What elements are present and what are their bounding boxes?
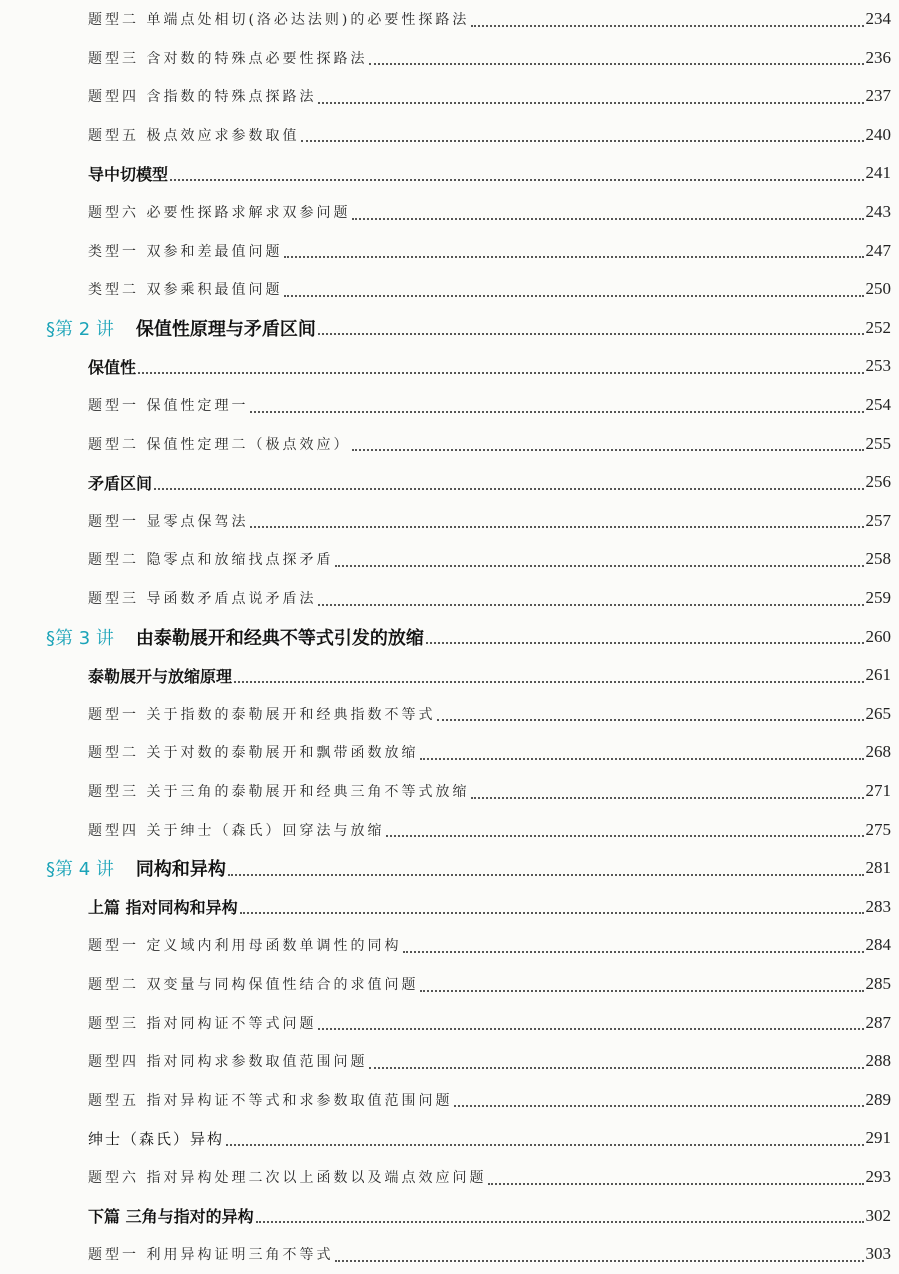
page-number: 271 <box>865 781 891 800</box>
page-number: 241 <box>865 163 891 183</box>
page-number: 283 <box>865 896 891 916</box>
toc-entry-title: 类型二 双参乘积最值问题 <box>88 282 283 299</box>
toc-item-row <box>0 274 899 304</box>
toc-entry-title: 导中切模型 <box>88 164 169 184</box>
toc-item-row <box>0 390 899 420</box>
dot-leader <box>240 911 864 914</box>
toc-item-row <box>0 43 899 73</box>
page-number: 303 <box>865 1244 891 1264</box>
toc-item-row <box>0 969 899 999</box>
toc-item-row <box>0 506 899 536</box>
toc-entry-title: 题型一 保值性定理一 <box>88 398 249 414</box>
toc-item-row <box>0 120 899 150</box>
dot-leader <box>284 294 863 297</box>
toc-item-row <box>0 236 899 266</box>
dot-leader <box>488 1182 863 1185</box>
dot-leader <box>437 718 863 721</box>
toc-entry-title: 题型六 指对异构处理二次以上函数以及端点效应问题 <box>88 1170 487 1186</box>
toc-entry-title: 泰勒展开与放缩原理 <box>88 666 233 686</box>
dot-leader <box>386 834 863 837</box>
dot-leader <box>250 525 863 528</box>
page-number: 240 <box>865 124 891 144</box>
dot-leader <box>352 217 863 220</box>
dot-leader <box>471 24 863 27</box>
page-number: 265 <box>865 703 891 723</box>
dot-leader <box>154 487 863 490</box>
page-number: 275 <box>865 819 891 839</box>
toc-entry-title: 题型一 显零点保驾法 <box>88 513 249 530</box>
toc-entry-title: 题型二 单端点处相切(洛必达法则)的必要性探路法 <box>88 12 470 28</box>
toc-entry-title: 题型五 极点效应求参数取值 <box>88 127 300 144</box>
toc-entry-title: 题型四 关于绅士（森氏）回穿法与放缩 <box>88 822 385 839</box>
dot-leader <box>318 101 863 104</box>
dot-leader <box>301 139 863 142</box>
page-number: 285 <box>865 974 891 993</box>
toc-entry-title: 题型一 利用异构证明三角不等式 <box>88 1247 334 1264</box>
page-number: 287 <box>865 1012 891 1032</box>
page-number: 284 <box>865 935 891 955</box>
toc-entry-title: 类型一 双参和差最值问题 <box>88 243 283 260</box>
dot-leader <box>403 950 863 953</box>
toc-section-row <box>0 351 899 381</box>
toc-item-row <box>0 699 899 729</box>
toc-item-row <box>0 815 899 845</box>
toc-entry-title: 题型三 导函数矛盾点说矛盾法 <box>88 591 317 607</box>
page-number: 281 <box>865 858 891 878</box>
toc-lecture-row <box>0 853 899 883</box>
toc-entry-title: 保值性原理与矛盾区间 <box>135 318 316 340</box>
toc-item-row <box>0 4 899 34</box>
toc-item-row <box>0 930 899 960</box>
toc-item-row <box>0 197 899 227</box>
page-number: 257 <box>865 510 891 530</box>
toc-entry-title: 保值性 <box>88 357 137 377</box>
page-number: 260 <box>865 626 891 646</box>
page-number: 252 <box>865 317 891 337</box>
dot-leader <box>420 989 863 992</box>
toc-entry-title: 绅士（森氏）异构 <box>88 1129 225 1148</box>
toc-entry-title: 题型六 必要性探路求解求双参问题 <box>88 205 351 221</box>
toc-item-row <box>0 81 899 111</box>
page-number: 259 <box>865 588 891 607</box>
toc-section-row <box>0 467 899 497</box>
dot-leader <box>369 62 863 65</box>
toc-entry-title: 题型二 双变量与同构保值性结合的求值问题 <box>88 977 419 993</box>
dot-leader <box>256 1220 864 1223</box>
page-number: 261 <box>865 665 891 685</box>
lecture-number: §第 3 讲 <box>46 627 114 649</box>
dot-leader <box>170 178 863 181</box>
dot-leader <box>138 371 863 374</box>
toc-entry-title: 同构和异构 <box>135 859 226 881</box>
dot-leader <box>234 680 863 683</box>
toc-section-row <box>0 660 899 690</box>
page-number: 302 <box>865 1205 891 1225</box>
dot-leader <box>426 641 864 644</box>
toc-entry-title: 题型四 含指数的特殊点探路法 <box>88 89 317 106</box>
toc-entry-title: 由泰勒展开和经典不等式引发的放缩 <box>135 627 424 649</box>
dot-leader <box>420 757 863 760</box>
dot-leader <box>369 1066 863 1069</box>
page-number: 253 <box>865 356 891 376</box>
toc-section-row <box>0 158 899 188</box>
dot-leader <box>226 1143 863 1146</box>
dot-leader <box>318 1027 863 1030</box>
toc-item-row <box>0 583 899 613</box>
page-number: 254 <box>865 395 891 414</box>
dot-leader <box>318 603 863 606</box>
dot-leader <box>471 796 863 799</box>
toc-entry-title: 题型二 隐零点和放缩找点探矛盾 <box>88 552 334 569</box>
dot-leader <box>250 410 863 413</box>
toc-entry-title: 上篇 指对同构和异构 <box>88 898 238 918</box>
page-number: 237 <box>865 86 891 106</box>
toc-entry-title: 题型一 定义域内利用母函数单调性的同构 <box>88 938 402 955</box>
page-number: 250 <box>865 279 891 299</box>
toc-section-row <box>0 1123 899 1153</box>
toc-section-row <box>0 1201 899 1231</box>
page-number: 243 <box>865 202 891 221</box>
toc-entry-title: 题型二 保值性定理二（极点效应） <box>88 436 351 453</box>
toc-entry-title: 题型三 含对数的特殊点必要性探路法 <box>88 50 368 67</box>
toc-entry-title: 题型五 指对异构证不等式和求参数取值范围问题 <box>88 1092 453 1109</box>
page-number: 236 <box>865 47 891 67</box>
toc-item-row <box>0 429 899 459</box>
dot-leader <box>335 1259 863 1262</box>
dot-leader <box>352 448 863 451</box>
dot-leader <box>284 255 863 258</box>
page-number: 289 <box>865 1089 891 1109</box>
page-number: 256 <box>865 472 891 492</box>
toc-entry-title: 题型一 关于指数的泰勒展开和经典指数不等式 <box>88 706 436 723</box>
dot-leader <box>454 1104 863 1107</box>
toc-entry-title: 题型二 关于对数的泰勒展开和飘带函数放缩 <box>88 745 419 762</box>
toc-entry-title: 题型三 指对同构证不等式问题 <box>88 1015 317 1032</box>
page-number: 258 <box>865 549 891 569</box>
toc-item-row <box>0 1085 899 1115</box>
toc-entry-title: 题型三 关于三角的泰勒展开和经典三角不等式放缩 <box>88 784 470 800</box>
lecture-number: §第 2 讲 <box>46 318 114 340</box>
toc-entry-title: 题型四 指对同构求参数取值范围问题 <box>88 1054 368 1071</box>
toc-item-row <box>0 737 899 767</box>
toc-item-row <box>0 1008 899 1038</box>
toc-lecture-row <box>0 622 899 652</box>
toc-item-row <box>0 1046 899 1076</box>
page-number: 291 <box>865 1128 891 1148</box>
lecture-number: §第 4 讲 <box>46 859 114 881</box>
toc-item-row <box>0 1239 899 1269</box>
toc-section-row <box>0 892 899 922</box>
page-number: 234 <box>865 9 891 28</box>
page-number: 268 <box>865 742 891 762</box>
dot-leader <box>335 564 863 567</box>
toc-item-row <box>0 1162 899 1192</box>
toc-item-row <box>0 544 899 574</box>
page-number: 247 <box>865 240 891 260</box>
dot-leader <box>228 873 864 876</box>
dot-leader <box>318 332 864 335</box>
toc-entry-title: 矛盾区间 <box>88 473 153 493</box>
toc-lecture-row <box>0 313 899 343</box>
page-number: 288 <box>865 1051 891 1071</box>
page-number: 255 <box>865 433 891 453</box>
toc-item-row <box>0 776 899 806</box>
page-number: 293 <box>865 1167 891 1186</box>
toc-entry-title: 下篇 三角与指对的异构 <box>88 1207 254 1227</box>
